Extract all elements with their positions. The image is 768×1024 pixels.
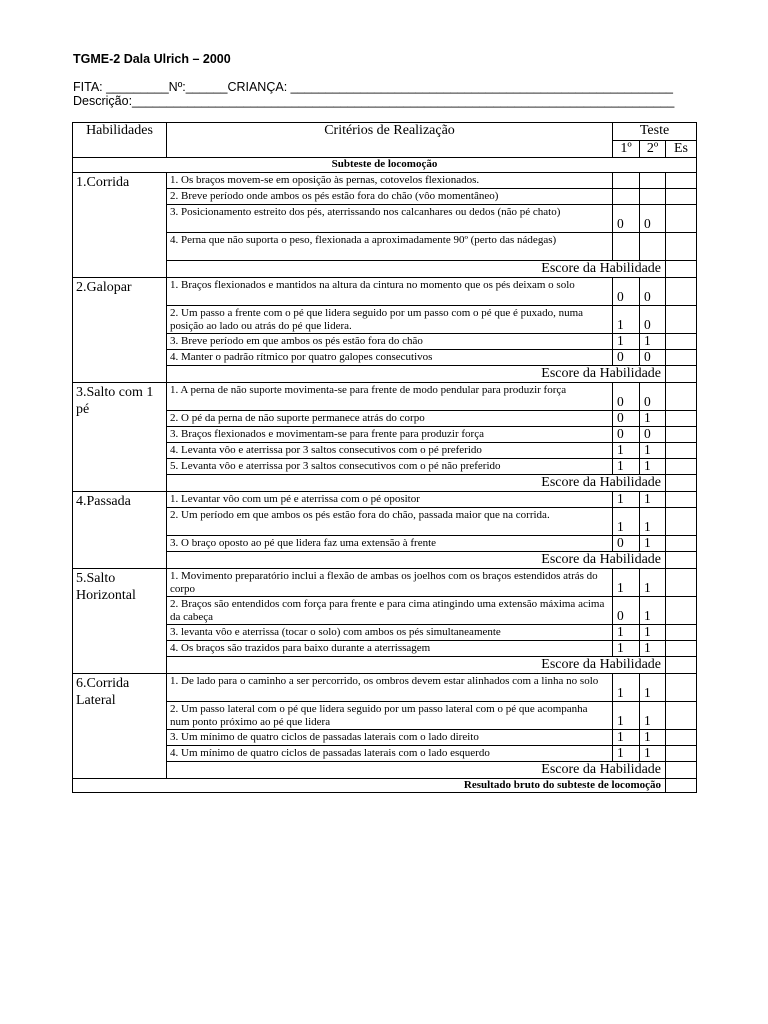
trial-1-score: 0 bbox=[613, 597, 640, 625]
trial-1-score: 1 bbox=[613, 443, 640, 459]
criterion-score-cell bbox=[666, 625, 697, 641]
criterion-score-cell bbox=[666, 350, 697, 366]
criterion-text: 2. Um passo a frente com o pé que lidera seguido por um passo com o pé que é puxado, numa posição ao lado ou atrás do pé que lidera. bbox=[167, 306, 613, 334]
criterion-text: 1. Os braços movem-se em oposição às pernas, cotovelos flexionados. bbox=[167, 173, 613, 189]
skill-total-label: Escore da Habilidade bbox=[167, 552, 666, 569]
criterion-text: 3. O braço oposto ao pé que lidera faz uma extensão à frente bbox=[167, 536, 613, 552]
trial-1-score: 1 bbox=[613, 334, 640, 350]
trial-2-score bbox=[640, 189, 666, 205]
trial-2-score: 1 bbox=[640, 674, 666, 702]
criterion-row bbox=[73, 233, 697, 261]
identification-line: FITA: _________Nº:______CRIANÇA: _______________________________________________________ bbox=[73, 80, 673, 94]
skill-name: 6.Corrida Lateral bbox=[73, 674, 167, 779]
skill-total-label: Escore da Habilidade bbox=[167, 475, 666, 492]
criterion-score-cell bbox=[666, 746, 697, 762]
criterion-row bbox=[73, 383, 697, 411]
column-header-trial-2: 2º bbox=[640, 141, 666, 158]
trial-2-score: 1 bbox=[640, 459, 666, 475]
criterion-row bbox=[73, 746, 697, 762]
criterion-score-cell bbox=[666, 306, 697, 334]
trial-1-score: 1 bbox=[613, 702, 640, 730]
locomotion-score-table bbox=[72, 122, 697, 793]
trial-1-score: 0 bbox=[613, 536, 640, 552]
criterion-row bbox=[73, 189, 697, 205]
criterion-score-cell bbox=[666, 278, 697, 306]
criterion-score-cell bbox=[666, 536, 697, 552]
trial-2-score: 0 bbox=[640, 205, 666, 233]
criterion-score-cell bbox=[666, 383, 697, 411]
criterion-text: 1. Levantar vôo com um pé e aterrissa com o pé opositor bbox=[167, 492, 613, 508]
trial-2-score: 1 bbox=[640, 625, 666, 641]
trial-1-score: 1 bbox=[613, 459, 640, 475]
criterion-row bbox=[73, 306, 697, 334]
criterion-row bbox=[73, 625, 697, 641]
trial-1-score: 1 bbox=[613, 625, 640, 641]
criterion-text: 4. Manter o padrão rítmico por quatro galopes consecutivos bbox=[167, 350, 613, 366]
skill-total-row bbox=[73, 762, 697, 779]
trial-2-score: 1 bbox=[640, 641, 666, 657]
trial-1-score bbox=[613, 233, 640, 261]
trial-1-score: 1 bbox=[613, 641, 640, 657]
trial-1-score: 0 bbox=[613, 411, 640, 427]
skill-total-label: Escore da Habilidade bbox=[167, 657, 666, 674]
header-row bbox=[73, 123, 697, 141]
criterion-row bbox=[73, 173, 697, 189]
criterion-row bbox=[73, 278, 697, 306]
criterion-text: 1. Braços flexionados e mantidos na altura da cintura no momento que os pés deixam o solo bbox=[167, 278, 613, 306]
trial-1-score: 1 bbox=[613, 674, 640, 702]
criterion-row bbox=[73, 730, 697, 746]
criterion-text: 3. Posicionamento estreito dos pés, aterrissando nos calcanhares ou dedos (não pé chato) bbox=[167, 205, 613, 233]
criterion-score-cell bbox=[666, 173, 697, 189]
criterion-text: 4. Os braços são trazidos para baixo durante a aterrissagem bbox=[167, 641, 613, 657]
criterion-text: 3. Braços flexionados e movimentam-se para frente para produzir força bbox=[167, 427, 613, 443]
skill-total-label: Escore da Habilidade bbox=[167, 261, 666, 278]
skill-total-score-cell bbox=[666, 261, 697, 278]
criterion-text: 1. De lado para o caminho a ser percorrido, os ombros devem estar alinhados com a linha no solo bbox=[167, 674, 613, 702]
skill-total-score-cell bbox=[666, 366, 697, 383]
criterion-row bbox=[73, 508, 697, 536]
criterion-score-cell bbox=[666, 641, 697, 657]
criterion-score-cell bbox=[666, 205, 697, 233]
criterion-score-cell bbox=[666, 597, 697, 625]
trial-2-score: 0 bbox=[640, 383, 666, 411]
skill-total-label: Escore da Habilidade bbox=[167, 762, 666, 779]
criterion-score-cell bbox=[666, 443, 697, 459]
final-result-label: Resultado bruto do subteste de locomoção bbox=[73, 779, 666, 793]
criterion-score-cell bbox=[666, 459, 697, 475]
criterion-score-cell bbox=[666, 189, 697, 205]
column-header-habilidades: Habilidades bbox=[73, 123, 167, 158]
trial-1-score: 0 bbox=[613, 350, 640, 366]
column-header-teste: Teste bbox=[613, 123, 697, 141]
skill-name: 2.Galopar bbox=[73, 278, 167, 383]
trial-2-score: 1 bbox=[640, 730, 666, 746]
skill-total-label: Escore da Habilidade bbox=[167, 366, 666, 383]
description-line: Descrição:______________________________________________________________________________ bbox=[73, 94, 675, 108]
trial-2-score: 1 bbox=[640, 536, 666, 552]
form-title: TGME-2 Dala Ulrich – 2000 bbox=[73, 52, 231, 66]
criterion-row bbox=[73, 411, 697, 427]
criterion-score-cell bbox=[666, 702, 697, 730]
trial-2-score: 1 bbox=[640, 508, 666, 536]
criterion-text: 5. Levanta vôo e aterrissa por 3 saltos consecutivos com o pé não preferido bbox=[167, 459, 613, 475]
trial-2-score: 1 bbox=[640, 334, 666, 350]
criterion-score-cell bbox=[666, 427, 697, 443]
criterion-row bbox=[73, 459, 697, 475]
trial-1-score bbox=[613, 173, 640, 189]
subtest-title: Subteste de locomoção bbox=[73, 158, 697, 173]
skill-name: 3.Salto com 1 pé bbox=[73, 383, 167, 492]
skill-total-score-cell bbox=[666, 657, 697, 674]
trial-1-score: 1 bbox=[613, 306, 640, 334]
trial-2-score: 1 bbox=[640, 702, 666, 730]
criterion-row bbox=[73, 443, 697, 459]
criterion-row bbox=[73, 205, 697, 233]
criterion-row bbox=[73, 492, 697, 508]
criterion-text: 1. Movimento preparatório inclui a flexão de ambas os joelhos com os braços estendidos atrás do corpo bbox=[167, 569, 613, 597]
trial-1-score: 1 bbox=[613, 746, 640, 762]
criterion-text: 1. A perna de não suporte movimenta-se para frente de modo pendular para produzir força bbox=[167, 383, 613, 411]
skill-total-row bbox=[73, 261, 697, 278]
trial-1-score: 1 bbox=[613, 730, 640, 746]
trial-1-score: 0 bbox=[613, 278, 640, 306]
criterion-score-cell bbox=[666, 233, 697, 261]
skill-name: 5.Salto Horizontal bbox=[73, 569, 167, 674]
trial-2-score: 1 bbox=[640, 597, 666, 625]
final-result-score-cell bbox=[666, 779, 697, 793]
trial-2-score: 1 bbox=[640, 443, 666, 459]
criterion-text: 2. Um passo lateral com o pé que lidera seguido por um passo lateral com o pé que acompanha num ponto próximo ao pé que lidera bbox=[167, 702, 613, 730]
criterion-row bbox=[73, 334, 697, 350]
skill-total-score-cell bbox=[666, 762, 697, 779]
criterion-row bbox=[73, 702, 697, 730]
criterion-row bbox=[73, 350, 697, 366]
criterion-score-cell bbox=[666, 674, 697, 702]
criterion-text: 2. Breve período onde ambos os pés estão fora do chão (vôo momentâneo) bbox=[167, 189, 613, 205]
trial-1-score: 0 bbox=[613, 383, 640, 411]
column-header-score: Es bbox=[666, 141, 697, 158]
column-header-trial-1: 1º bbox=[613, 141, 640, 158]
trial-1-score: 0 bbox=[613, 205, 640, 233]
trial-1-score bbox=[613, 189, 640, 205]
trial-2-score: 1 bbox=[640, 492, 666, 508]
trial-2-score: 1 bbox=[640, 411, 666, 427]
criterion-row bbox=[73, 569, 697, 597]
skill-total-score-cell bbox=[666, 475, 697, 492]
trial-2-score: 0 bbox=[640, 306, 666, 334]
trial-2-score: 1 bbox=[640, 569, 666, 597]
trial-1-score: 1 bbox=[613, 569, 640, 597]
criterion-score-cell bbox=[666, 334, 697, 350]
skill-total-row bbox=[73, 475, 697, 492]
criterion-text: 3. levanta vôo e aterrissa (tocar o solo) com ambos os pés simultaneamente bbox=[167, 625, 613, 641]
criterion-score-cell bbox=[666, 411, 697, 427]
criterion-row bbox=[73, 427, 697, 443]
criterion-text: 2. Braços são entendidos com força para frente e para cima atingindo uma extensão máxima acima da cabeça bbox=[167, 597, 613, 625]
trial-2-score: 0 bbox=[640, 278, 666, 306]
skill-total-score-cell bbox=[666, 552, 697, 569]
criterion-text: 2. O pé da perna de não suporte permanece atrás do corpo bbox=[167, 411, 613, 427]
trial-1-score: 1 bbox=[613, 492, 640, 508]
criterion-score-cell bbox=[666, 492, 697, 508]
criterion-score-cell bbox=[666, 569, 697, 597]
criterion-text: 3. Breve período em que ambos os pés estão fora do chão bbox=[167, 334, 613, 350]
skill-total-row bbox=[73, 552, 697, 569]
skill-total-row bbox=[73, 366, 697, 383]
criterion-text: 4. Um mínimo de quatro ciclos de passadas laterais com o lado esquerdo bbox=[167, 746, 613, 762]
trial-1-score: 1 bbox=[613, 508, 640, 536]
criterion-text: 4. Perna que não suporta o peso, flexionada a aproximadamente 90º (perto das nádegas) bbox=[167, 233, 613, 261]
trial-1-score: 0 bbox=[613, 427, 640, 443]
skill-total-row bbox=[73, 657, 697, 674]
skill-name: 4.Passada bbox=[73, 492, 167, 569]
trial-2-score: 1 bbox=[640, 746, 666, 762]
criterion-text: 3. Um mínimo de quatro ciclos de passadas laterais com o lado direito bbox=[167, 730, 613, 746]
criterion-score-cell bbox=[666, 508, 697, 536]
trial-2-score: 0 bbox=[640, 350, 666, 366]
criterion-text: 2. Um período em que ambos os pés estão fora do chão, passada maior que na corrida. bbox=[167, 508, 613, 536]
criterion-text: 4. Levanta vôo e aterrissa por 3 saltos consecutivos com o pé preferido bbox=[167, 443, 613, 459]
subtest-title-row bbox=[73, 158, 697, 173]
skill-name: 1.Corrida bbox=[73, 173, 167, 278]
trial-2-score bbox=[640, 233, 666, 261]
criterion-row bbox=[73, 536, 697, 552]
trial-2-score: 0 bbox=[640, 427, 666, 443]
criterion-score-cell bbox=[666, 730, 697, 746]
column-header-criterios: Critérios de Realização bbox=[167, 123, 613, 158]
criterion-row bbox=[73, 597, 697, 625]
trial-2-score bbox=[640, 173, 666, 189]
criterion-row bbox=[73, 641, 697, 657]
final-result-row bbox=[73, 779, 697, 793]
criterion-row bbox=[73, 674, 697, 702]
